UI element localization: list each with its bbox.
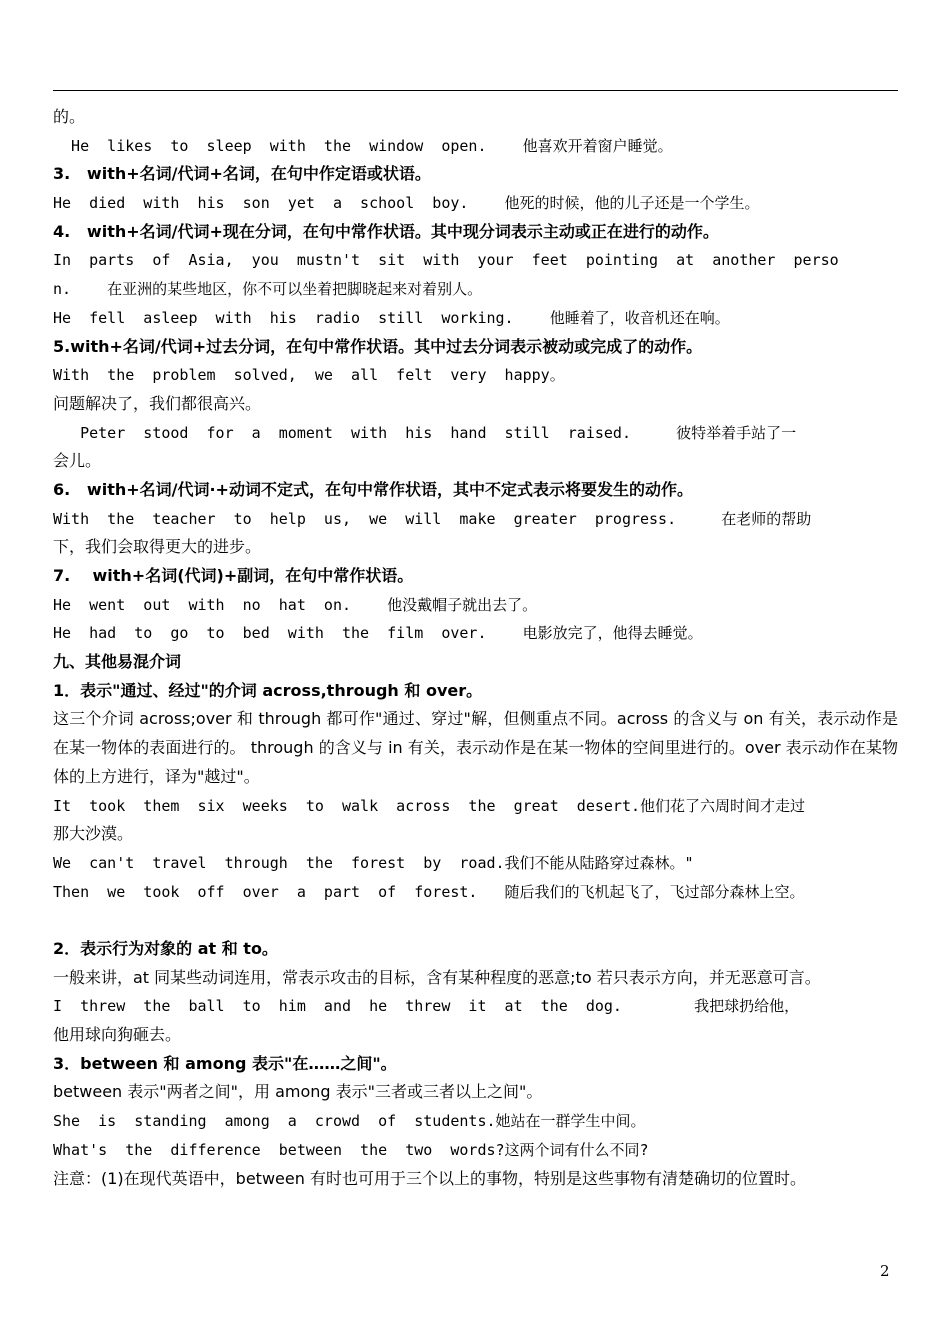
text-line: n. 在亚洲的某些地区，你不可以坐着把脚晓起来对着别人。 [53,280,483,299]
text-line: She is standing among a crowd of students.她站在一群学生中间。 [53,1112,646,1131]
section-heading: 6. with+名词/代词·+动词不定式，在句中常作状语，其中不定式表示将要发生的动作。 [53,479,693,499]
text-line: I threw the ball to him and he threw it at the dog. 我把球扔给他， [53,997,800,1016]
text-line: With the problem solved, we all felt very happy。 [53,366,565,385]
section-heading: 1．表示"通过、经过"的介词 across,through 和 over。 [53,680,483,700]
blank-line [53,906,898,935]
text-line: Peter stood for a moment with his hand still raised. 彼特举着手站了一 [53,423,797,442]
page-number: 2 [880,1262,890,1280]
text-line: 他用球向狗砸去。 [53,1025,182,1045]
text-line: He had to go to bed with the film over. 电影放完了，他得去睡觉。 [53,624,703,643]
section-heading: 3. with+名词/代词+名词，在句中作定语或状语。 [53,164,431,184]
section-heading: 4. with+名词/代词+现在分词，在句中常作状语。其中现分词表示主动或正在进行的动作。 [53,221,719,241]
section-heading: 3．between 和 among 表示"在……之间"。 [53,1053,397,1073]
text-line: 一般来讲，at 同某些动词连用，常表示攻击的目标，含有某种程度的恶意;to 若只表示方向，并无恶意可言。 [53,967,821,987]
text-line: between 表示"两者之间"，用 among 表示"三者或三者以上之间"。 [53,1082,543,1102]
text-line: With the teacher to help us, we will make greater progress. 在老师的帮助 [53,509,812,528]
text-line: 注意：(1)在现代英语中，between 有时也可用于三个以上的事物，特别是这些事物有清楚确切的位置时。 [53,1168,806,1188]
section-heading: 5.with+名词/代词+过去分词，在句中常作状语。其中过去分词表示被动或完成了的动作。 [53,336,703,356]
text-line: Then we took off over a part of forest. 随后我们的飞机起飞了，飞过部分森林上空。 [53,882,805,901]
text-line: 那大沙漠。 [53,824,134,844]
section-heading: 九、其他易混介词 [53,652,182,672]
text-line: 下，我们会取得更大的进步。 [53,537,262,557]
text-line: 问题解决了，我们都很高兴。 [53,393,262,413]
text-line: He likes to sleep with the window open. 他喜欢开着窗户睡觉。 [53,136,673,155]
header-rule [53,90,898,91]
text-line: 这三个介词 across;over 和 through 都可作"通过、穿过"解，但侧重点不同。across 的含义与 on 有关，表示动作是在某一物体的表面进行的。 through 的含义与 in 有关，表示动作是在某一物体的空间里进行的。over 表示动作在某物体的上方进行，译为"越过"。 [53,709,898,786]
text-line: What's the difference between the two words?这两个词有什么不同? [53,1140,649,1159]
text-line: 的。 [53,107,86,126]
section-heading: 2．表示行为对象的 at 和 to。 [53,938,278,958]
text-line: He went out with no hat on. 他没戴帽子就出去了。 [53,595,538,614]
text-line: In parts of Asia, you mustn't sit with your feet pointing at another perso [53,251,839,270]
text-line: He fell asleep with his radio still working. 他睡着了，收音机还在响。 [53,308,730,327]
text-line: 会儿。 [53,451,102,471]
text-line: We can't travel through the forest by road.我们不能从陆路穿过森林。" [53,853,694,872]
text-line: It took them six weeks to walk across the great desert.他们花了六周时间才走过 [53,796,806,815]
section-heading: 7. with+名词(代词)+副词，在句中常作状语。 [53,566,414,585]
text-line: He died with his son yet a school boy. 他死的时候，他的儿子还是一个学生。 [53,194,760,213]
document-body [53,103,898,1193]
